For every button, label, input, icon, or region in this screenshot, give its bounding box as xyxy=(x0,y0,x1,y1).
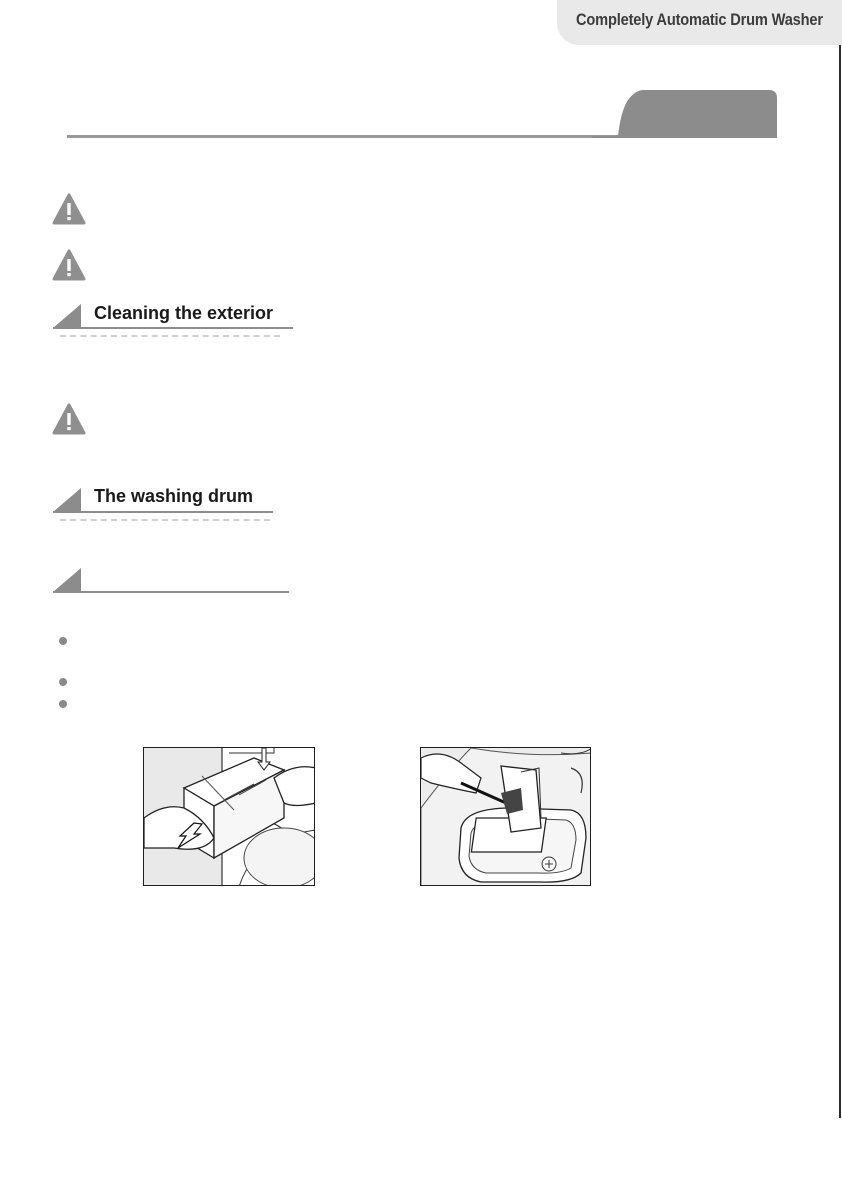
title-rule xyxy=(67,135,627,138)
warning-triangle-icon xyxy=(52,249,86,281)
section-marker-icon xyxy=(53,568,83,592)
warning-triangle-icon xyxy=(52,193,86,225)
bullet-point xyxy=(59,700,67,708)
section-title-washing-drum: The washing drum xyxy=(94,486,254,506)
section-dashed-rule xyxy=(60,335,280,337)
section-dashed-rule xyxy=(60,519,270,521)
warning-triangle-icon xyxy=(52,403,86,435)
bullet-point xyxy=(59,678,67,686)
title-tab xyxy=(592,90,777,138)
section-title-cleaning-exterior: Cleaning the exterior xyxy=(94,303,274,323)
brush-cleaning-drawing xyxy=(421,748,591,886)
detergent-drawer-removal-illustration xyxy=(143,747,315,886)
header-title: Completely Automatic Drum Washer xyxy=(576,10,823,29)
section-marker-icon xyxy=(53,304,83,328)
section-rule xyxy=(53,327,293,329)
section-rule xyxy=(53,591,289,593)
bullet-point xyxy=(59,637,67,645)
section-rule xyxy=(53,511,273,513)
drawer-brush-cleaning-illustration xyxy=(420,747,591,886)
page-edge-rule xyxy=(839,0,841,1118)
section-marker-icon xyxy=(53,488,83,512)
drawer-removal-drawing xyxy=(144,748,315,886)
